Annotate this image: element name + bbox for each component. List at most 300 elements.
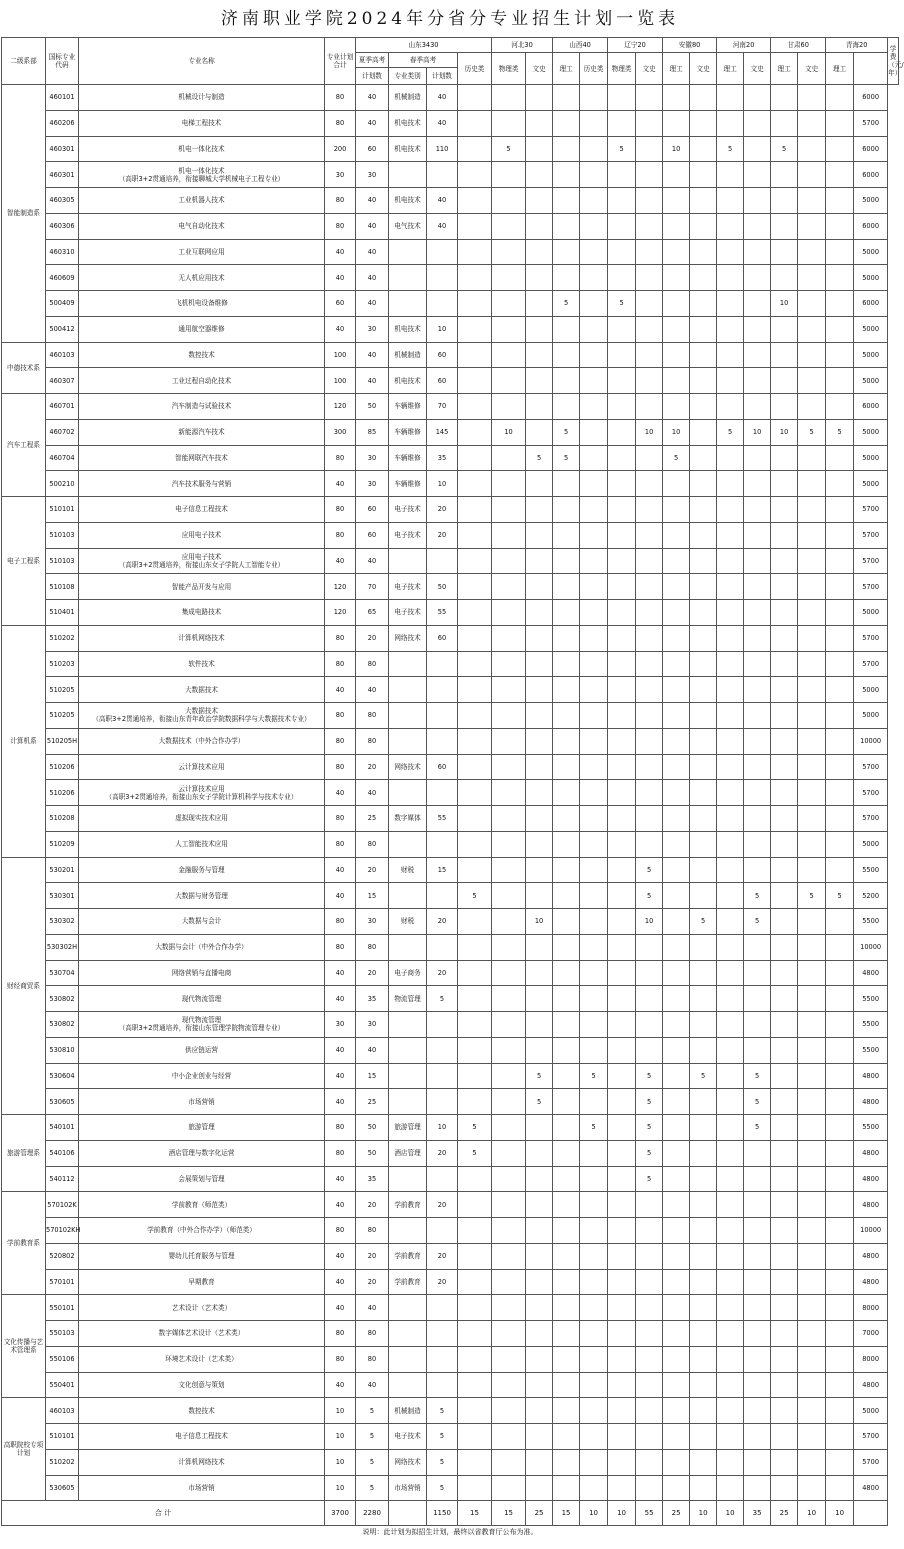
province-plan-cell [826, 239, 854, 265]
province-plan-cell [663, 1089, 690, 1115]
province-plan-cell [771, 909, 798, 935]
province-plan-cell [717, 1089, 744, 1115]
total-cell: 80 [325, 1115, 356, 1141]
province-plan-cell [458, 136, 492, 162]
province-plan-cell [717, 188, 744, 214]
fee-cell: 8000 [854, 1346, 888, 1372]
summer-plan-cell: 5 [356, 1398, 389, 1424]
fee-cell: 5700 [854, 497, 888, 523]
subject-header: 理工 [663, 53, 690, 85]
dept-cell: 旅游管理系 [2, 1115, 46, 1192]
province-plan-cell [492, 831, 526, 857]
summer-plan-cell: 30 [356, 909, 389, 935]
province-plan-cell [608, 909, 636, 935]
province-plan-cell [553, 1115, 580, 1141]
province-plan-cell [458, 1243, 492, 1269]
province-plan-cell [744, 600, 771, 626]
province-plan-cell [663, 213, 690, 239]
spring-plan-cell [427, 162, 458, 188]
province-plan-cell [526, 934, 553, 960]
subject-header: 理工 [553, 53, 580, 85]
table-row [2, 291, 899, 317]
province-plan-cell [690, 136, 717, 162]
major-name-cell: 市场营销 [79, 1089, 325, 1115]
subject-header: 文史 [636, 53, 663, 85]
province-plan-cell [636, 471, 663, 497]
total-cell: 10 [325, 1398, 356, 1424]
province-plan-cell [492, 342, 526, 368]
province-plan-cell [690, 625, 717, 651]
province-plan-cell [690, 445, 717, 471]
province-plan-cell [553, 1037, 580, 1063]
province-plan-cell [798, 265, 826, 291]
table-row [2, 651, 899, 677]
province-plan-cell [526, 471, 553, 497]
province-plan-cell [798, 497, 826, 523]
province-plan-cell [690, 986, 717, 1012]
province-plan-cell [798, 291, 826, 317]
total-row [2, 1501, 899, 1526]
subject-header: 历史类 [458, 53, 492, 85]
province-plan-cell [492, 1372, 526, 1398]
province-plan-cell [580, 368, 608, 394]
major-name-cell: 机电一体化技术 [79, 136, 325, 162]
fee-cell: 5700 [854, 574, 888, 600]
province-plan-cell [771, 960, 798, 986]
total-cell: 10 [325, 1449, 356, 1475]
province-plan-cell [663, 239, 690, 265]
province-plan-cell [744, 1243, 771, 1269]
province-plan-cell [492, 1192, 526, 1218]
major-name-cell: 大数据与会计（中外合作办学） [79, 934, 325, 960]
code-cell: 520802 [46, 1243, 79, 1269]
province-plan-cell [717, 857, 744, 883]
province-plan-cell [553, 754, 580, 780]
province-plan-cell [458, 291, 492, 317]
spring-plan-cell [427, 883, 458, 909]
province-plan-cell [771, 1321, 798, 1347]
spring-plan-cell [427, 780, 458, 806]
spring-type-cell: 电子技术 [389, 497, 427, 523]
dept-cell: 汽车工程系 [2, 394, 46, 497]
province-plan-cell [580, 1140, 608, 1166]
province-plan-cell [826, 1140, 854, 1166]
spring-type-cell [389, 291, 427, 317]
summer-plan-cell: 20 [356, 857, 389, 883]
summer-plan-cell: 60 [356, 522, 389, 548]
code-cell: 460609 [46, 265, 79, 291]
province-plan-cell [492, 934, 526, 960]
province-plan-cell [690, 728, 717, 754]
total-cell: 40 [325, 1166, 356, 1192]
province-plan-cell [744, 1424, 771, 1450]
province-plan-cell [580, 1295, 608, 1321]
fee-cell: 5700 [854, 806, 888, 832]
code-cell: 510206 [46, 780, 79, 806]
province-plan-cell [717, 291, 744, 317]
province-plan-cell [826, 136, 854, 162]
province-total: 15 [458, 1501, 492, 1526]
code-cell: 460103 [46, 342, 79, 368]
province-plan-cell [826, 831, 854, 857]
province-plan-cell [553, 1475, 580, 1501]
spring-type-cell [389, 1037, 427, 1063]
spring-type-cell: 电子技术 [389, 522, 427, 548]
table-body [2, 85, 899, 1526]
fee-cell: 5000 [854, 419, 888, 445]
province-header: 山西40 [553, 38, 608, 53]
spring-exam-header: 春季高考 [389, 53, 458, 68]
spring-type-cell: 机电技术 [389, 368, 427, 394]
province-plan-cell [553, 162, 580, 188]
province-plan-cell [771, 754, 798, 780]
table-row [2, 188, 899, 214]
table-row [2, 831, 899, 857]
spring-type-cell: 车辆维修 [389, 471, 427, 497]
province-plan-cell [526, 136, 553, 162]
province-plan-cell [526, 1166, 553, 1192]
province-plan-cell [553, 471, 580, 497]
summer-plan-cell: 80 [356, 1346, 389, 1372]
province-plan-cell [744, 136, 771, 162]
province-plan-cell [526, 986, 553, 1012]
dept-cell: 学前教育系 [2, 1192, 46, 1295]
total-cell: 40 [325, 1192, 356, 1218]
table-row [2, 1012, 899, 1038]
province-plan-cell [663, 677, 690, 703]
summer-plan-cell: 20 [356, 960, 389, 986]
fee-cell: 5700 [854, 625, 888, 651]
province-plan-cell [492, 110, 526, 136]
province-plan-cell [636, 291, 663, 317]
province-plan-cell [492, 1166, 526, 1192]
province-plan-cell [553, 1321, 580, 1347]
province-plan-cell [580, 394, 608, 420]
province-plan-cell [553, 394, 580, 420]
province-plan-cell [553, 522, 580, 548]
code-cell: 500409 [46, 291, 79, 317]
province-plan-cell [636, 934, 663, 960]
total-cell: 80 [325, 85, 356, 111]
province-plan-cell: 10 [526, 909, 553, 935]
table-row [2, 986, 899, 1012]
province-plan-cell: 10 [663, 419, 690, 445]
province-plan-cell [526, 548, 553, 574]
fee-cell: 5000 [854, 677, 888, 703]
province-plan-cell [771, 548, 798, 574]
province-plan-cell [826, 986, 854, 1012]
province-plan-cell [553, 1295, 580, 1321]
province-plan-cell [798, 1192, 826, 1218]
province-plan-cell [771, 368, 798, 394]
province-plan-cell [690, 1424, 717, 1450]
province-plan-cell [663, 1115, 690, 1141]
province-plan-cell [526, 368, 553, 394]
summer-plan-cell: 50 [356, 394, 389, 420]
province-plan-cell [717, 909, 744, 935]
province-plan-cell [526, 703, 553, 729]
province-plan-cell [608, 188, 636, 214]
table-row [2, 1218, 899, 1244]
province-plan-cell [553, 85, 580, 111]
province-plan-cell [744, 831, 771, 857]
province-plan-cell [492, 1140, 526, 1166]
province-plan-cell [608, 239, 636, 265]
province-plan-cell [826, 471, 854, 497]
province-plan-cell [798, 728, 826, 754]
province-plan-cell [717, 497, 744, 523]
province-header: 河北30 [492, 38, 553, 53]
province-plan-cell [553, 548, 580, 574]
province-plan-cell [580, 1372, 608, 1398]
province-plan-cell [580, 651, 608, 677]
province-plan-cell [717, 986, 744, 1012]
province-plan-cell [690, 342, 717, 368]
province-plan-cell [717, 883, 744, 909]
spring-type-cell: 车辆维修 [389, 394, 427, 420]
province-plan-cell: 5 [526, 1063, 553, 1089]
code-cell: 510203 [46, 651, 79, 677]
spring-plan-cell: 40 [427, 213, 458, 239]
province-plan-cell [580, 265, 608, 291]
province-plan-cell [492, 497, 526, 523]
province-plan-cell [580, 188, 608, 214]
province-plan-cell [608, 1218, 636, 1244]
province-plan-cell [458, 1449, 492, 1475]
province-plan-cell [526, 1424, 553, 1450]
province-plan-cell [608, 754, 636, 780]
province-plan-cell [492, 1063, 526, 1089]
province-plan-cell [580, 445, 608, 471]
fee-cell: 6000 [854, 213, 888, 239]
province-plan-cell [744, 162, 771, 188]
province-plan-cell [744, 780, 771, 806]
province-plan-cell [553, 1269, 580, 1295]
province-plan-cell [744, 1372, 771, 1398]
province-plan-cell [826, 1218, 854, 1244]
province-plan-cell [717, 651, 744, 677]
total-cell: 40 [325, 316, 356, 342]
major-name-cell: 电子信息工程技术 [79, 1424, 325, 1450]
province-plan-cell [608, 574, 636, 600]
province-plan-cell [553, 497, 580, 523]
province-plan-cell [458, 960, 492, 986]
province-plan-cell [526, 651, 553, 677]
spring-type-cell [389, 677, 427, 703]
fee-cell: 5000 [854, 239, 888, 265]
total-cell: 80 [325, 909, 356, 935]
subject-header: 物理类 [608, 53, 636, 85]
province-plan-cell [580, 497, 608, 523]
province-plan-cell [492, 728, 526, 754]
province-plan-cell [553, 651, 580, 677]
major-name-cell: 旅游管理 [79, 1115, 325, 1141]
province-plan-cell [690, 1295, 717, 1321]
province-plan-cell [663, 1166, 690, 1192]
summer-plan-cell: 40 [356, 368, 389, 394]
province-plan-cell [798, 1166, 826, 1192]
fee-cell: 6000 [854, 85, 888, 111]
province-plan-cell [798, 909, 826, 935]
province-plan-cell [717, 1115, 744, 1141]
code-cell: 550103 [46, 1321, 79, 1347]
spring-plan-cell [427, 1166, 458, 1192]
province-total: 55 [636, 1501, 663, 1526]
total-cell: 60 [325, 291, 356, 317]
major-name-cell: 电梯工程技术 [79, 110, 325, 136]
province-plan-cell [526, 677, 553, 703]
major-name-cell: 智能产品开发与应用 [79, 574, 325, 600]
spring-type-cell [389, 1295, 427, 1321]
province-plan-cell [717, 600, 744, 626]
province-plan-cell [690, 703, 717, 729]
province-plan-cell [771, 625, 798, 651]
province-plan-cell [690, 1475, 717, 1501]
province-plan-cell [580, 909, 608, 935]
province-plan-cell [458, 574, 492, 600]
province-plan-cell [663, 291, 690, 317]
total-cell: 10 [325, 1424, 356, 1450]
province-plan-cell [492, 1218, 526, 1244]
province-plan-cell [826, 857, 854, 883]
province-plan-cell [580, 213, 608, 239]
total-cell: 30 [325, 1012, 356, 1038]
major-name-cell: 应用电子技术 （高职3+2贯通培养，衔接山东女子学院人工智能专业） [79, 548, 325, 574]
province-plan-cell [553, 265, 580, 291]
province-plan-cell [553, 857, 580, 883]
province-plan-cell: 5 [580, 1115, 608, 1141]
province-plan-cell [458, 1089, 492, 1115]
fee-cell: 5700 [854, 1424, 888, 1450]
total-cell: 40 [325, 1063, 356, 1089]
total-label: 合 计 [2, 1501, 325, 1526]
province-plan-cell [690, 419, 717, 445]
summer-plan-cell: 5 [356, 1449, 389, 1475]
province-plan-cell [663, 934, 690, 960]
province-plan-cell [798, 85, 826, 111]
major-name-cell: 大数据与会计 [79, 909, 325, 935]
spring-type-cell: 学前教育 [389, 1243, 427, 1269]
code-cell: 540101 [46, 1115, 79, 1141]
spring-type-cell: 机电技术 [389, 316, 427, 342]
province-plan-cell [717, 1424, 744, 1450]
province-header: 山东3430 [356, 38, 492, 53]
province-plan-cell [826, 1449, 854, 1475]
province-plan-cell [798, 213, 826, 239]
province-plan-cell [663, 162, 690, 188]
code-cell: 510202 [46, 625, 79, 651]
province-plan-cell [492, 857, 526, 883]
province-plan-cell [717, 960, 744, 986]
province-plan-cell [826, 651, 854, 677]
province-plan-cell [458, 986, 492, 1012]
province-plan-cell [663, 548, 690, 574]
spring-plan-cell: 5 [427, 1398, 458, 1424]
spring-plan-cell [427, 1218, 458, 1244]
province-plan-cell [744, 960, 771, 986]
province-plan-cell [798, 1012, 826, 1038]
province-plan-cell [717, 1063, 744, 1089]
major-name-cell: 学前教育（中外合作办学）（师范类） [79, 1218, 325, 1244]
province-plan-cell [553, 883, 580, 909]
table-row [2, 1037, 899, 1063]
province-plan-cell [608, 1321, 636, 1347]
fee-cell: 4800 [854, 1063, 888, 1089]
table-row [2, 1424, 899, 1450]
total-cell: 40 [325, 471, 356, 497]
summer-plan-cell: 30 [356, 162, 389, 188]
spring-plan-cell [427, 651, 458, 677]
spring-plan-cell: 5 [427, 986, 458, 1012]
table-row [2, 1449, 899, 1475]
province-plan-cell [798, 831, 826, 857]
province-header: 甘肃60 [771, 38, 826, 53]
spring-plan-cell: 55 [427, 600, 458, 626]
province-plan-cell [798, 1295, 826, 1321]
spring-type-cell: 酒店管理 [389, 1140, 427, 1166]
fee-cell: 5000 [854, 471, 888, 497]
spring-type-cell: 财税 [389, 857, 427, 883]
spring-plan-cell [427, 728, 458, 754]
fee-cell: 5700 [854, 1449, 888, 1475]
province-plan-cell [798, 1089, 826, 1115]
province-plan-cell [636, 548, 663, 574]
province-plan-cell [717, 1475, 744, 1501]
province-plan-cell [636, 831, 663, 857]
province-plan-cell [663, 1424, 690, 1450]
province-plan-cell [458, 110, 492, 136]
code-cell: 460301 [46, 162, 79, 188]
spring-type-cell: 机械制造 [389, 342, 427, 368]
province-plan-cell [458, 600, 492, 626]
province-plan-cell: 5 [826, 883, 854, 909]
province-plan-cell [744, 1475, 771, 1501]
province-plan-cell [690, 857, 717, 883]
spring-type-cell: 网络技术 [389, 625, 427, 651]
spring-type-cell: 车辆维修 [389, 419, 427, 445]
spring-total: 1150 [427, 1501, 458, 1526]
summer-plan-cell: 80 [356, 651, 389, 677]
province-plan-cell [663, 1012, 690, 1038]
code-cell: 550106 [46, 1346, 79, 1372]
plan-count-header: 计划数 [356, 68, 389, 85]
total-cell: 80 [325, 703, 356, 729]
major-name-cell: 应用电子技术 [79, 522, 325, 548]
province-plan-cell [553, 934, 580, 960]
province-plan-cell [744, 213, 771, 239]
table-row [2, 909, 899, 935]
province-plan-cell [826, 1192, 854, 1218]
province-plan-cell [798, 188, 826, 214]
spring-plan-cell: 35 [427, 445, 458, 471]
province-plan-cell [608, 316, 636, 342]
province-plan-cell [717, 574, 744, 600]
province-plan-cell [663, 342, 690, 368]
province-plan-cell [798, 1063, 826, 1089]
spring-plan-cell [427, 1346, 458, 1372]
province-plan-cell [580, 1012, 608, 1038]
total-cell: 80 [325, 754, 356, 780]
province-plan-cell [717, 1346, 744, 1372]
fee-cell: 5200 [854, 883, 888, 909]
table-row [2, 1089, 899, 1115]
province-plan-cell: 5 [771, 136, 798, 162]
province-plan-cell [744, 471, 771, 497]
province-plan-cell [771, 677, 798, 703]
total-cell: 40 [325, 239, 356, 265]
province-plan-cell [526, 162, 553, 188]
province-plan-cell [771, 342, 798, 368]
